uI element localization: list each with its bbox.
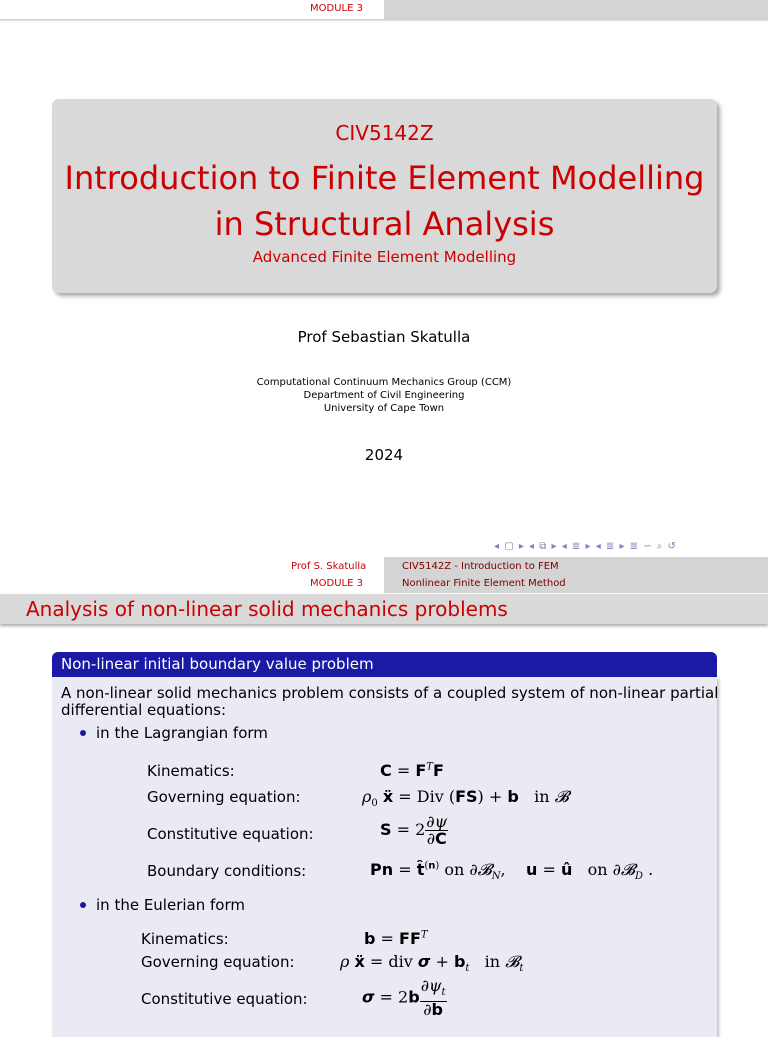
- lag-governing-label: Governing equation:: [147, 788, 301, 806]
- bullet-icon: [80, 902, 86, 908]
- lag-boundary-equation: Pn = t̂$^{(n)}$ on ∂𝓑$_N$, u = û on ∂𝓑$_D$ .: [370, 860, 654, 883]
- block-title: Non-linear initial boundary value problem: [61, 655, 374, 673]
- frame-title: Analysis of non-linear solid mechanics problems: [26, 597, 508, 621]
- lag-constitutive-equation: S = 2 $\frac{\partial\psi}{\partial C}$: [380, 812, 448, 848]
- intro-line-2: differential equations:: [61, 701, 227, 719]
- presentation-subtitle: Advanced Finite Element Modelling: [252, 248, 517, 266]
- presentation-title: [52, 155, 717, 247]
- eul-kinematics-label: Kinematics:: [141, 930, 229, 948]
- intro-line-1: A non-linear solid mechanics problem consists of a coupled system of non-linear partial: [61, 684, 719, 702]
- slide1-header-left: [0, 0, 384, 19]
- lag-boundary-label: Boundary conditions:: [147, 862, 307, 880]
- bullet-lagrangian: in the Lagrangian form: [96, 724, 268, 742]
- bullet-eulerian: in the Eulerian form: [96, 896, 245, 914]
- eul-kinematics-equation: $b = FF^T$: [364, 929, 428, 948]
- section-label: Nonlinear Finite Element Method: [402, 578, 566, 589]
- slide2-infobar-right: [384, 557, 768, 593]
- slide2-infobar-left: [0, 557, 384, 593]
- institute-line-3: University of Cape Town: [323, 403, 445, 414]
- lag-constitutive-label: Constitutive equation:: [147, 825, 314, 843]
- title-box: [52, 99, 717, 293]
- eul-governing-label: Governing equation:: [141, 953, 295, 971]
- lag-kinematics-label: Kinematics:: [147, 762, 235, 780]
- eul-constitutive-label: Constitutive equation:: [141, 990, 308, 1008]
- author-short: Prof S. Skatulla: [291, 561, 367, 572]
- title-line-1: Introduction to Finite Element Modelling: [64, 159, 705, 197]
- institute-line-2: Department of Civil Engineering: [303, 390, 465, 401]
- title-line-2: in Structural Analysis: [214, 205, 555, 243]
- eul-governing-equation: ρ ẍ = div $\sigma + b_t$ in 𝓑$_t$: [340, 952, 524, 975]
- bullet-icon: [80, 730, 86, 736]
- slide1-header-right: [384, 0, 768, 19]
- header-shadow: [0, 19, 768, 22]
- author-name: Prof Sebastian Skatulla: [297, 328, 471, 346]
- course-code: CIV5142Z: [335, 121, 434, 145]
- lag-governing-equation: $\rho_0$ ẍ = Div (FS) + b in 𝓑: [362, 787, 569, 810]
- institute-line-1: Computational Continuum Mechanics Group (CCM): [256, 377, 512, 388]
- course-short: CIV5142Z - Introduction to FEM: [402, 561, 559, 572]
- lag-kinematics-equation: $C = F^TF$: [380, 761, 444, 780]
- eul-constitutive-equation: σ = 2b $\frac{\partial\psi_t}{\partial b}$: [362, 976, 446, 1020]
- module-label: MODULE 3: [310, 578, 363, 589]
- beamer-navigation-icons[interactable]: ◂ ▢ ▸ ◂ ⧉ ▸ ◂ ≣ ▸ ◂ ≣ ▸ ≣ ∽ ⌕ ↺: [494, 541, 677, 552]
- presentation-year: 2024: [364, 446, 404, 464]
- header-module: MODULE 3: [310, 3, 363, 14]
